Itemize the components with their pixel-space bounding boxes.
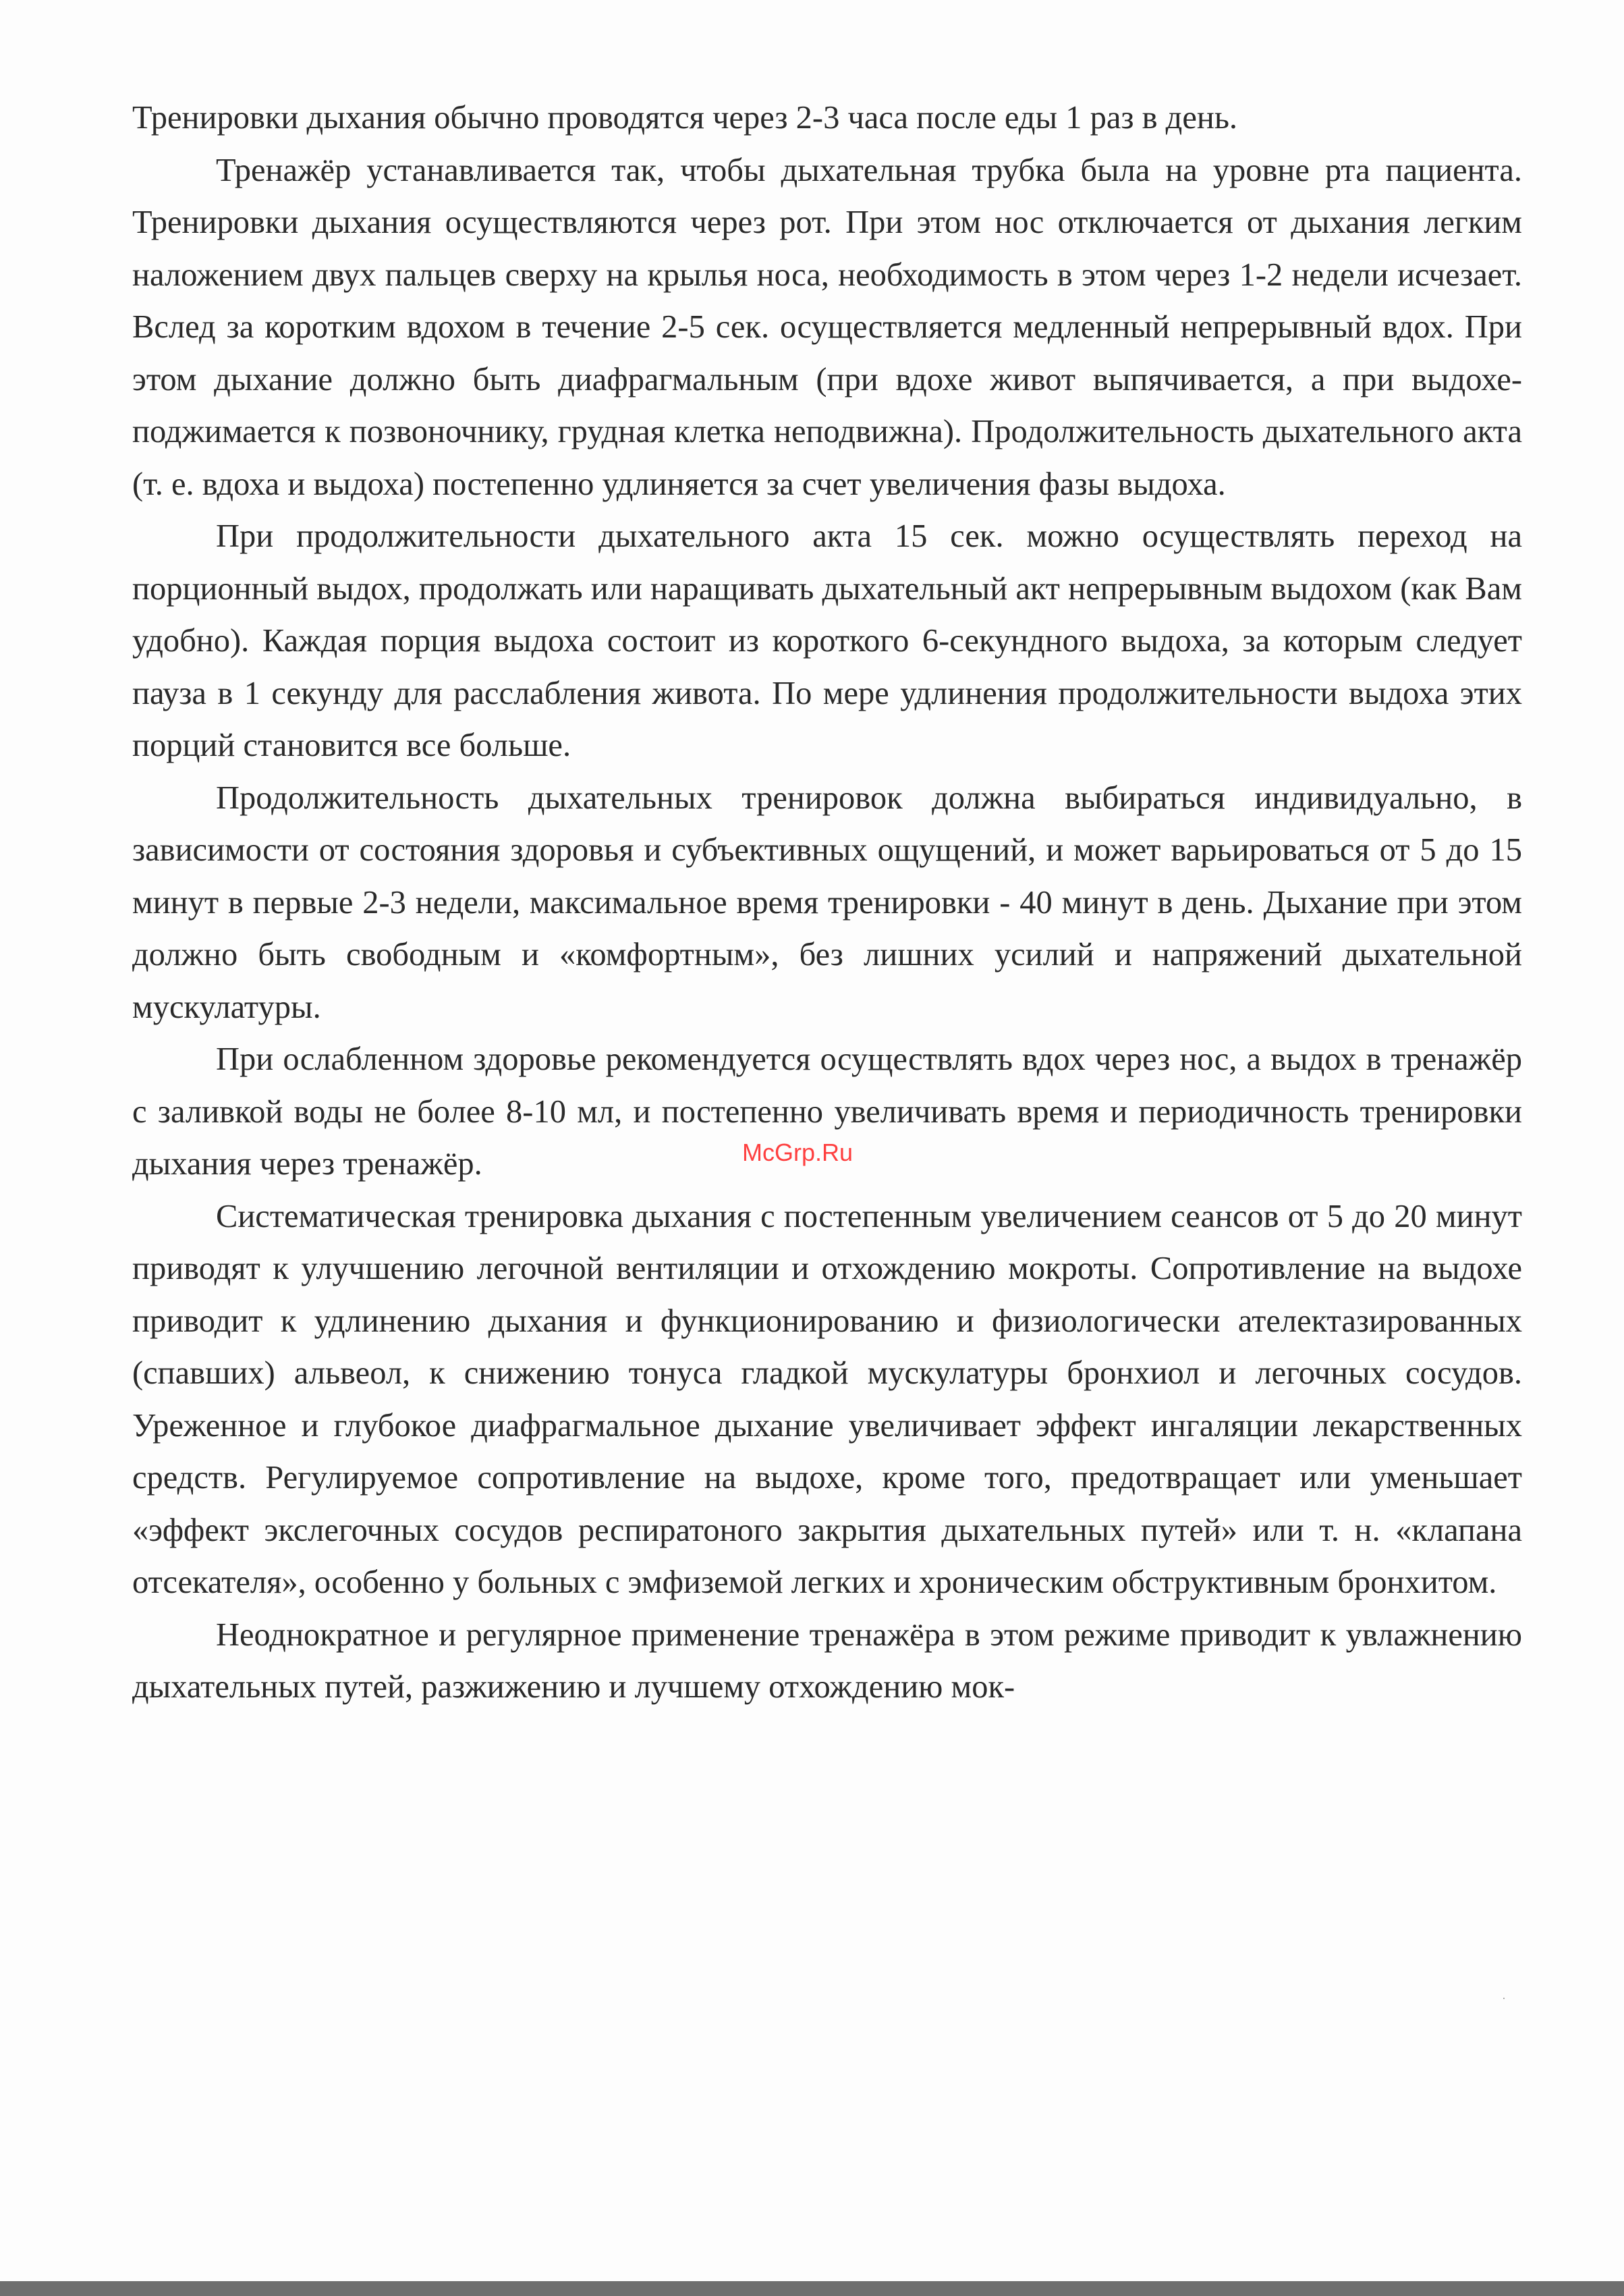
paragraph-7: Неоднократное и регулярное применение тренажёра в этом режиме приводит к увлажнению дыхательных путей, разжижению и лучшему отхождению мок- (132, 1616, 1522, 1705)
paragraph-1: Тренировки дыхания обычно проводятся через 2-3 часа после еды 1 раз в день. (132, 100, 1238, 136)
document-page (132, 92, 1522, 1714)
watermark: McGrp.Ru (742, 1139, 853, 1166)
paragraph-3: При продолжительности дыхательного акта 15 сек. можно осуществлять переход на порционный выдох, продолжать или наращивать дыхательный акт непрерывным выдохом (как Вам удобно). Каждая порция выдоха состоит из короткого 6-секундного выдоха, за которым следует пауза в 1 секунду для расслабления живота. По мере удлинения продолжительности выдоха этих порций становится все больше. (132, 518, 1522, 763)
paragraph-4: Продолжительность дыхательных тренировок должна выбираться индивидуально, в зависимости от состояния здоровья и субъективных ощущений, и может варьироваться от 5 до 15 минут в первые 2-3 недели, максимальное время тренировки - 40 минут в день. Дыхание при этом должно быть свободным и «комфортным», без лишних усилий и напряжений дыхательной мускулатуры. (132, 780, 1522, 1025)
paragraph-6: Систематическая тренировка дыхания с постепенным увеличением сеансов от 5 до 20 минут приводят к улучшению легочной вентиляции и отхождению мокроты. Сопротивление на выдохе приводит к удлинению дыхания и функционированию и физиологически ателектазированных (спавших) альвеол, к снижению тонуса гладкой мускулатуры бронхиол и легочных сосудов. Уреженное и глубокое диафрагмальное дыхание увеличивает эффект ингаляции лекарственных средств. Регулируемое сопротивление на выдохе, кроме того, предотвращает или уменьшает «эффект экслегочных сосудов респиратоного закрытия дыхательных путей» или т. н. «клапана отсекателя», особенно у больных с эмфиземой легких и хроническим обструктивным бронхитом. (132, 1198, 1522, 1600)
paragraph-5: При ослабленном здоровье рекомендуется осуществлять вдох через нос, а выдох в тренажёр с заливкой воды не более 8-10 мл, и постепенно увеличивать время и периодичность тренировки дыхания через тренажёр. (132, 1041, 1522, 1182)
scan-speck: · (1502, 1991, 1506, 2004)
scan-bottom-edge (0, 2281, 1624, 2296)
paragraph-2: Тренажёр устанавливается так, чтобы дыхательная трубка была на уровне рта пациента. Тренировки дыхания осуществляются через рот. При этом нос отключается от дыхания легким наложением двух пальцев сверху на крылья носа, необходимость в этом через 1-2 недели исчезает. Вслед за коротким вдохом в течение 2-5 сек. осуществляется медленный непрерывный вдох. При этом дыхание должно быть диафрагмальным (при вдохе живот выпячивается, а при выдохе- поджимается к позвоночнику, грудная клетка неподвижна). Продолжительность дыхательного акта (т. е. вдоха и выдоха) постепенно удлиняется за счет увеличения фазы выдоха. (132, 152, 1522, 502)
